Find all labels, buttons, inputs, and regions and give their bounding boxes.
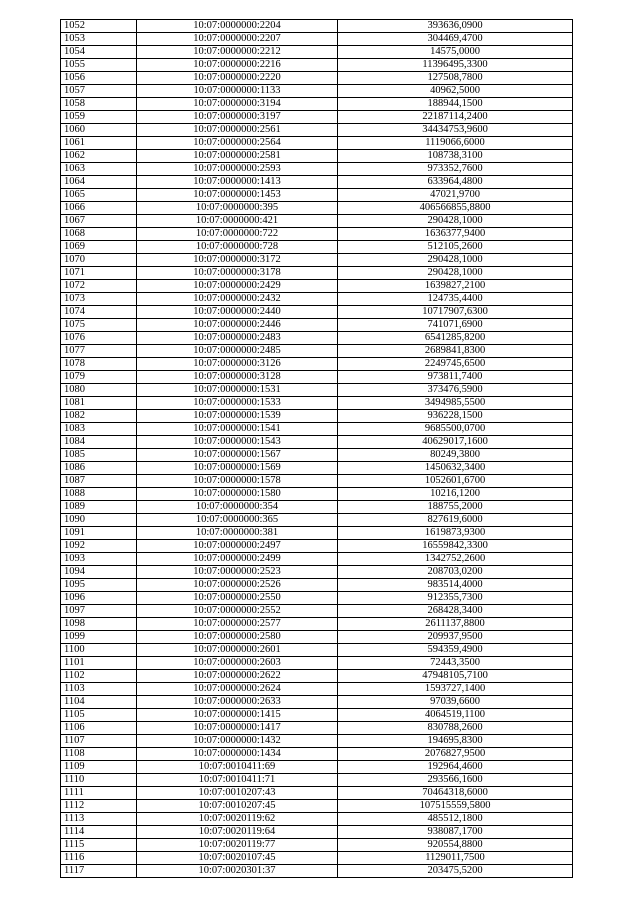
row-number-cell: 1102 [61, 670, 137, 683]
table-row [61, 449, 573, 462]
amount-cell: 40629017,1600 [338, 436, 573, 449]
cadastral-number-cell: 10:07:0000000:1453 [137, 189, 338, 202]
cadastral-number-cell: 10:07:0000000:2207 [137, 33, 338, 46]
table-body [61, 20, 573, 878]
amount-cell: 1129011,7500 [338, 852, 573, 865]
table-row [61, 306, 573, 319]
cadastral-number-cell: 10:07:0020107:45 [137, 852, 338, 865]
cadastral-number-cell: 10:07:0000000:395 [137, 202, 338, 215]
cadastral-number-cell: 10:07:0000000:365 [137, 514, 338, 527]
table-row [61, 410, 573, 423]
cadastral-number-cell: 10:07:0000000:3172 [137, 254, 338, 267]
amount-cell: 973811,7400 [338, 371, 573, 384]
row-number-cell: 1067 [61, 215, 137, 228]
row-number-cell: 1104 [61, 696, 137, 709]
table-row [61, 540, 573, 553]
amount-cell: 406566855,8800 [338, 202, 573, 215]
table-row [61, 514, 573, 527]
amount-cell: 14575,0000 [338, 46, 573, 59]
table-row [61, 111, 573, 124]
amount-cell: 2689841,8300 [338, 345, 573, 358]
table-row [61, 72, 573, 85]
row-number-cell: 1116 [61, 852, 137, 865]
amount-cell: 4064519,1100 [338, 709, 573, 722]
amount-cell: 983514,4000 [338, 579, 573, 592]
table-row [61, 358, 573, 371]
row-number-cell: 1072 [61, 280, 137, 293]
cadastral-number-cell: 10:07:0000000:2440 [137, 306, 338, 319]
amount-cell: 6541285,8200 [338, 332, 573, 345]
amount-cell: 108738,3100 [338, 150, 573, 163]
cadastral-number-cell: 10:07:0000000:1531 [137, 384, 338, 397]
cadastral-number-cell: 10:07:0000000:1580 [137, 488, 338, 501]
amount-cell: 127508,7800 [338, 72, 573, 85]
row-number-cell: 1079 [61, 371, 137, 384]
cadastral-number-cell: 10:07:0000000:2603 [137, 657, 338, 670]
amount-cell: 633964,4800 [338, 176, 573, 189]
amount-cell: 1342752,2600 [338, 553, 573, 566]
amount-cell: 373476,5900 [338, 384, 573, 397]
row-number-cell: 1075 [61, 319, 137, 332]
row-number-cell: 1098 [61, 618, 137, 631]
cadastral-number-cell: 10:07:0000000:2577 [137, 618, 338, 631]
amount-cell: 47948105,7100 [338, 670, 573, 683]
row-number-cell: 1069 [61, 241, 137, 254]
amount-cell: 188755,2000 [338, 501, 573, 514]
cadastral-number-cell: 10:07:0000000:2580 [137, 631, 338, 644]
row-number-cell: 1057 [61, 85, 137, 98]
cadastral-number-cell: 10:07:0000000:1434 [137, 748, 338, 761]
row-number-cell: 1053 [61, 33, 137, 46]
table-row [61, 280, 573, 293]
amount-cell: 830788,2600 [338, 722, 573, 735]
amount-cell: 188944,1500 [338, 98, 573, 111]
row-number-cell: 1111 [61, 787, 137, 800]
amount-cell: 208703,0200 [338, 566, 573, 579]
cadastral-number-cell: 10:07:0000000:1133 [137, 85, 338, 98]
amount-cell: 973352,7600 [338, 163, 573, 176]
cadastral-number-cell: 10:07:0000000:1415 [137, 709, 338, 722]
table-row [61, 709, 573, 722]
row-number-cell: 1087 [61, 475, 137, 488]
table-row [61, 85, 573, 98]
row-number-cell: 1099 [61, 631, 137, 644]
amount-cell: 1052601,6700 [338, 475, 573, 488]
amount-cell: 2611137,8800 [338, 618, 573, 631]
table-row [61, 527, 573, 540]
amount-cell: 22187114,2400 [338, 111, 573, 124]
cadastral-number-cell: 10:07:0000000:1533 [137, 397, 338, 410]
row-number-cell: 1071 [61, 267, 137, 280]
cadastral-number-cell: 10:07:0000000:2497 [137, 540, 338, 553]
row-number-cell: 1058 [61, 98, 137, 111]
table-row [61, 345, 573, 358]
cadastral-number-cell: 10:07:0000000:2550 [137, 592, 338, 605]
row-number-cell: 1085 [61, 449, 137, 462]
amount-cell: 40962,5000 [338, 85, 573, 98]
table-row [61, 618, 573, 631]
table-row [61, 774, 573, 787]
amount-cell: 11396495,3300 [338, 59, 573, 72]
row-number-cell: 1083 [61, 423, 137, 436]
row-number-cell: 1066 [61, 202, 137, 215]
row-number-cell: 1086 [61, 462, 137, 475]
row-number-cell: 1054 [61, 46, 137, 59]
row-number-cell: 1106 [61, 722, 137, 735]
table-row [61, 475, 573, 488]
row-number-cell: 1082 [61, 410, 137, 423]
table-row [61, 852, 573, 865]
row-number-cell: 1093 [61, 553, 137, 566]
row-number-cell: 1063 [61, 163, 137, 176]
cadastral-number-cell: 10:07:0010411:71 [137, 774, 338, 787]
row-number-cell: 1095 [61, 579, 137, 592]
cadastral-number-cell: 10:07:0000000:2216 [137, 59, 338, 72]
amount-cell: 10216,1200 [338, 488, 573, 501]
row-number-cell: 1074 [61, 306, 137, 319]
amount-cell: 192964,4600 [338, 761, 573, 774]
row-number-cell: 1062 [61, 150, 137, 163]
row-number-cell: 1065 [61, 189, 137, 202]
amount-cell: 2076827,9500 [338, 748, 573, 761]
row-number-cell: 1088 [61, 488, 137, 501]
amount-cell: 16559842,3300 [338, 540, 573, 553]
table-row [61, 761, 573, 774]
table-row [61, 436, 573, 449]
cadastral-number-cell: 10:07:0020119:77 [137, 839, 338, 852]
row-number-cell: 1089 [61, 501, 137, 514]
table-row [61, 384, 573, 397]
table-row [61, 501, 573, 514]
table-row [61, 319, 573, 332]
table-row [61, 202, 573, 215]
row-number-cell: 1092 [61, 540, 137, 553]
amount-cell: 97039,6600 [338, 696, 573, 709]
cadastral-number-cell: 10:07:0000000:3126 [137, 358, 338, 371]
row-number-cell: 1090 [61, 514, 137, 527]
cadastral-number-cell: 10:07:0010207:43 [137, 787, 338, 800]
amount-cell: 10717907,6300 [338, 306, 573, 319]
row-number-cell: 1109 [61, 761, 137, 774]
table-row [61, 98, 573, 111]
table-row [61, 670, 573, 683]
table-row [61, 228, 573, 241]
table-row [61, 397, 573, 410]
table-row [61, 605, 573, 618]
row-number-cell: 1080 [61, 384, 137, 397]
row-number-cell: 1096 [61, 592, 137, 605]
cadastral-number-cell: 10:07:0000000:2601 [137, 644, 338, 657]
amount-cell: 290428,1000 [338, 215, 573, 228]
amount-cell: 72443,3500 [338, 657, 573, 670]
cadastral-number-cell: 10:07:0000000:421 [137, 215, 338, 228]
row-number-cell: 1107 [61, 735, 137, 748]
row-number-cell: 1052 [61, 20, 137, 33]
cadastral-number-cell: 10:07:0000000:1541 [137, 423, 338, 436]
cadastral-number-cell: 10:07:0000000:354 [137, 501, 338, 514]
amount-cell: 268428,3400 [338, 605, 573, 618]
table-row [61, 293, 573, 306]
cadastral-number-cell: 10:07:0020119:62 [137, 813, 338, 826]
row-number-cell: 1100 [61, 644, 137, 657]
table-row [61, 488, 573, 501]
amount-cell: 1619873,9300 [338, 527, 573, 540]
amount-cell: 304469,4700 [338, 33, 573, 46]
row-number-cell: 1112 [61, 800, 137, 813]
cadastral-number-cell: 10:07:0000000:2432 [137, 293, 338, 306]
table-row [61, 631, 573, 644]
table-row [61, 722, 573, 735]
cadastral-number-cell: 10:07:0000000:2593 [137, 163, 338, 176]
amount-cell: 9685500,0700 [338, 423, 573, 436]
row-number-cell: 1055 [61, 59, 137, 72]
row-number-cell: 1113 [61, 813, 137, 826]
amount-cell: 1636377,9400 [338, 228, 573, 241]
cadastral-number-cell: 10:07:0000000:381 [137, 527, 338, 540]
row-number-cell: 1056 [61, 72, 137, 85]
row-number-cell: 1059 [61, 111, 137, 124]
table-row [61, 592, 573, 605]
cadastral-number-cell: 10:07:0000000:1578 [137, 475, 338, 488]
table-row [61, 267, 573, 280]
row-number-cell: 1061 [61, 137, 137, 150]
amount-cell: 70464318,6000 [338, 787, 573, 800]
row-number-cell: 1110 [61, 774, 137, 787]
cadastral-number-cell: 10:07:0000000:2485 [137, 345, 338, 358]
table-row [61, 124, 573, 137]
cadastral-number-cell: 10:07:0000000:3178 [137, 267, 338, 280]
cadastral-number-cell: 10:07:0000000:2483 [137, 332, 338, 345]
row-number-cell: 1101 [61, 657, 137, 670]
amount-cell: 3494985,5500 [338, 397, 573, 410]
table-row [61, 59, 573, 72]
amount-cell: 34434753,9600 [338, 124, 573, 137]
table-row [61, 371, 573, 384]
amount-cell: 293566,1600 [338, 774, 573, 787]
amount-cell: 512105,2600 [338, 241, 573, 254]
table-row [61, 787, 573, 800]
table-row [61, 813, 573, 826]
amount-cell: 124735,4400 [338, 293, 573, 306]
cadastral-number-cell: 10:07:0000000:1569 [137, 462, 338, 475]
row-number-cell: 1108 [61, 748, 137, 761]
cadastral-number-cell: 10:07:0000000:2624 [137, 683, 338, 696]
cadastral-number-cell: 10:07:0000000:728 [137, 241, 338, 254]
row-number-cell: 1117 [61, 865, 137, 878]
data-table [60, 19, 573, 878]
table-row [61, 553, 573, 566]
table-row [61, 657, 573, 670]
amount-cell: 920554,8800 [338, 839, 573, 852]
row-number-cell: 1081 [61, 397, 137, 410]
cadastral-number-cell: 10:07:0000000:2526 [137, 579, 338, 592]
table-row [61, 644, 573, 657]
cadastral-number-cell: 10:07:0000000:2622 [137, 670, 338, 683]
cadastral-number-cell: 10:07:0000000:2523 [137, 566, 338, 579]
amount-cell: 827619,6000 [338, 514, 573, 527]
amount-cell: 938087,1700 [338, 826, 573, 839]
row-number-cell: 1097 [61, 605, 137, 618]
amount-cell: 1639827,2100 [338, 280, 573, 293]
amount-cell: 485512,1800 [338, 813, 573, 826]
table-row [61, 33, 573, 46]
row-number-cell: 1073 [61, 293, 137, 306]
table-row [61, 137, 573, 150]
cadastral-number-cell: 10:07:0000000:2499 [137, 553, 338, 566]
table-row [61, 826, 573, 839]
row-number-cell: 1094 [61, 566, 137, 579]
amount-cell: 2249745,6500 [338, 358, 573, 371]
cadastral-number-cell: 10:07:0000000:3128 [137, 371, 338, 384]
table-row [61, 462, 573, 475]
table-row [61, 189, 573, 202]
row-number-cell: 1115 [61, 839, 137, 852]
cadastral-number-cell: 10:07:0000000:3194 [137, 98, 338, 111]
row-number-cell: 1064 [61, 176, 137, 189]
amount-cell: 1450632,3400 [338, 462, 573, 475]
cadastral-number-cell: 10:07:0000000:2429 [137, 280, 338, 293]
amount-cell: 209937,9500 [338, 631, 573, 644]
amount-cell: 1593727,1400 [338, 683, 573, 696]
cadastral-number-cell: 10:07:0000000:2581 [137, 150, 338, 163]
amount-cell: 203475,5200 [338, 865, 573, 878]
table-row [61, 20, 573, 33]
table-row [61, 176, 573, 189]
cadastral-number-cell: 10:07:0000000:2446 [137, 319, 338, 332]
table-row [61, 748, 573, 761]
table-row [61, 332, 573, 345]
row-number-cell: 1114 [61, 826, 137, 839]
table-row [61, 735, 573, 748]
amount-cell: 1119066,6000 [338, 137, 573, 150]
table-row [61, 163, 573, 176]
cadastral-number-cell: 10:07:0020119:64 [137, 826, 338, 839]
amount-cell: 107515559,5800 [338, 800, 573, 813]
cadastral-number-cell: 10:07:0010207:45 [137, 800, 338, 813]
cadastral-number-cell: 10:07:0000000:1539 [137, 410, 338, 423]
cadastral-number-cell: 10:07:0000000:1543 [137, 436, 338, 449]
table-row [61, 696, 573, 709]
row-number-cell: 1105 [61, 709, 137, 722]
row-number-cell: 1078 [61, 358, 137, 371]
cadastral-number-cell: 10:07:0000000:2561 [137, 124, 338, 137]
row-number-cell: 1091 [61, 527, 137, 540]
amount-cell: 47021,9700 [338, 189, 573, 202]
row-number-cell: 1077 [61, 345, 137, 358]
table-row [61, 865, 573, 878]
row-number-cell: 1068 [61, 228, 137, 241]
table-row [61, 839, 573, 852]
cadastral-number-cell: 10:07:0020301:37 [137, 865, 338, 878]
cadastral-number-cell: 10:07:0000000:2633 [137, 696, 338, 709]
table-row [61, 566, 573, 579]
amount-cell: 194695,8300 [338, 735, 573, 748]
cadastral-number-cell: 10:07:0000000:1432 [137, 735, 338, 748]
table-row [61, 423, 573, 436]
row-number-cell: 1070 [61, 254, 137, 267]
table-row [61, 683, 573, 696]
table-row [61, 46, 573, 59]
cadastral-number-cell: 10:07:0000000:722 [137, 228, 338, 241]
amount-cell: 741071,6900 [338, 319, 573, 332]
amount-cell: 290428,1000 [338, 267, 573, 280]
amount-cell: 80249,3800 [338, 449, 573, 462]
cadastral-number-cell: 10:07:0000000:2564 [137, 137, 338, 150]
amount-cell: 594359,4900 [338, 644, 573, 657]
row-number-cell: 1084 [61, 436, 137, 449]
cadastral-number-cell: 10:07:0000000:2220 [137, 72, 338, 85]
cadastral-number-cell: 10:07:0000000:1413 [137, 176, 338, 189]
row-number-cell: 1076 [61, 332, 137, 345]
cadastral-number-cell: 10:07:0000000:3197 [137, 111, 338, 124]
cadastral-number-cell: 10:07:0000000:1567 [137, 449, 338, 462]
table-row [61, 254, 573, 267]
amount-cell: 290428,1000 [338, 254, 573, 267]
amount-cell: 936228,1500 [338, 410, 573, 423]
amount-cell: 912355,7300 [338, 592, 573, 605]
table-row [61, 800, 573, 813]
table-row [61, 579, 573, 592]
cadastral-number-cell: 10:07:0000000:1417 [137, 722, 338, 735]
table-row [61, 215, 573, 228]
cadastral-number-cell: 10:07:0000000:2552 [137, 605, 338, 618]
cadastral-number-cell: 10:07:0000000:2204 [137, 20, 338, 33]
amount-cell: 393636,0900 [338, 20, 573, 33]
cadastral-number-cell: 10:07:0000000:2212 [137, 46, 338, 59]
table-row [61, 241, 573, 254]
cadastral-number-cell: 10:07:0010411:69 [137, 761, 338, 774]
table-row [61, 150, 573, 163]
row-number-cell: 1103 [61, 683, 137, 696]
row-number-cell: 1060 [61, 124, 137, 137]
